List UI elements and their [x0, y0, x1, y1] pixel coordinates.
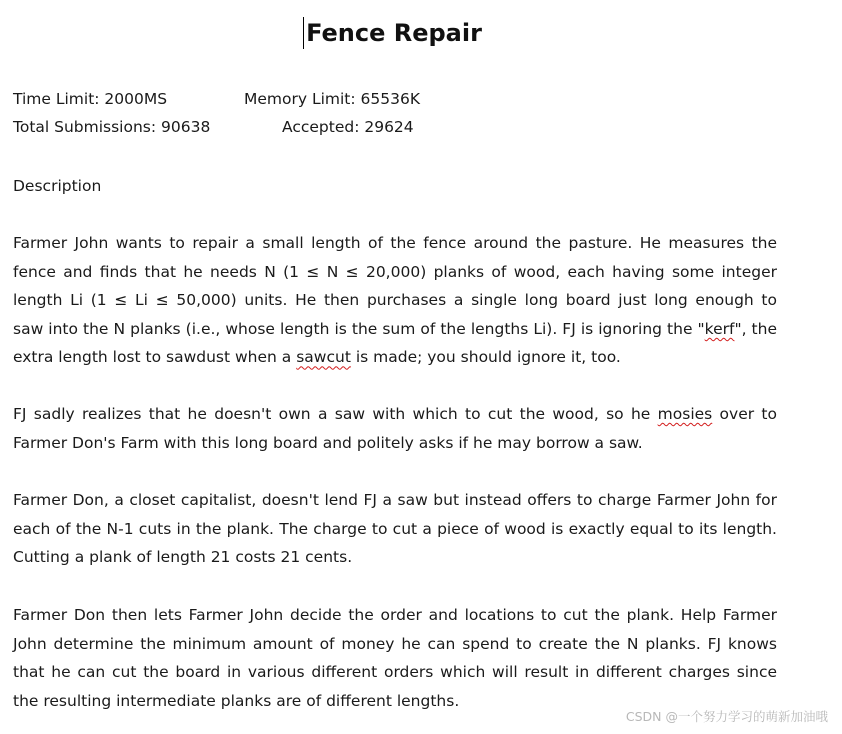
- paragraph-3: [13, 486, 777, 572]
- paragraph-2: [13, 400, 777, 457]
- paragraph-line: [13, 343, 777, 372]
- paragraph-line: Farmer Don, a closet capitalist, doesn't lend FJ a saw but instead offers to charge Farmer John for: [13, 491, 777, 509]
- paragraph-line: [13, 400, 777, 429]
- paragraph-4: [13, 601, 777, 715]
- paragraph-1: [13, 229, 777, 372]
- paragraph-line: each of the N-1 cuts in the plank. The charge to cut a piece of wood is exactly equal to its length.: [13, 519, 777, 538]
- memory-limit: Memory Limit: 65536K: [244, 90, 421, 108]
- accepted-count: Accepted: 29624: [282, 118, 414, 136]
- spellcheck-word-sawcut[interactable]: sawcut: [296, 348, 351, 367]
- paragraph-line: Farmer John wants to repair a small length of the fence around the pasture. He measures the: [13, 234, 777, 252]
- text-run: is made; you should ignore it, too.: [350, 348, 621, 367]
- text-run: saw into the N planks (i.e., whose length is the sum of the lengths Li). FJ is ignoring the ": [13, 319, 705, 338]
- time-limit: Time Limit: 2000MS: [13, 90, 168, 108]
- text-run: extra length lost to sawdust when a: [13, 348, 297, 367]
- page-title[interactable]: [304, 16, 482, 50]
- text-run: FJ sadly realizes that he doesn't own a saw with which to cut the wood, so he: [13, 405, 658, 423]
- paragraph-line: [13, 315, 777, 344]
- spellcheck-word-mosies[interactable]: mosies: [657, 405, 713, 423]
- paragraph-line: that he can cut the board in various different orders which will result in different charges since: [13, 663, 777, 682]
- csdn-watermark: CSDN @一个努力学习的萌新加油哦: [625, 709, 828, 724]
- page-title-text: Fence Repair: [306, 19, 482, 47]
- text-run: over to: [712, 405, 777, 423]
- title-container: [0, 16, 786, 50]
- paragraph-line: Farmer Don's Farm with this long board and politely asks if he may borrow a saw.: [13, 433, 643, 452]
- text-cursor: [303, 17, 304, 49]
- text-run: ", the: [734, 319, 777, 338]
- paragraph-line: Cutting a plank of length 21 costs 21 cents.: [13, 548, 353, 567]
- paragraph-line: the resulting intermediate planks are of different lengths.: [13, 691, 460, 710]
- paragraph-line: Farmer Don then lets Farmer John decide the order and locations to cut the plank. Help Farmer: [13, 606, 777, 624]
- paragraph-line: fence and finds that he needs N (1 ≤ N ≤ 20,000) planks of wood, each having some integer: [13, 262, 777, 281]
- section-label-description: Description: [13, 177, 102, 195]
- total-submissions: Total Submissions: 90638: [13, 118, 211, 136]
- paragraph-line: length Li (1 ≤ Li ≤ 50,000) units. He then purchases a single long board just long enough to: [13, 291, 777, 310]
- spellcheck-word-kerf[interactable]: kerf: [704, 319, 735, 338]
- paragraph-line: John determine the minimum amount of money he can spend to create the N planks. FJ knows: [13, 634, 777, 653]
